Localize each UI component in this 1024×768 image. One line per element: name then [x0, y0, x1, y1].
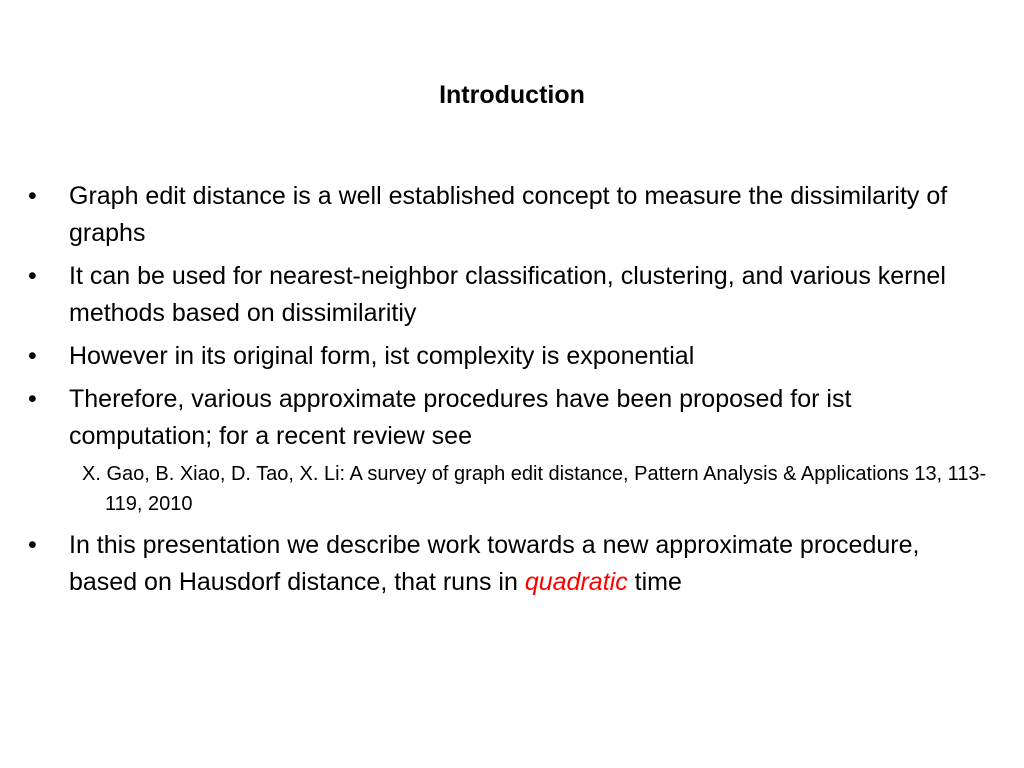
bullet-text	[69, 531, 919, 596]
bullet-item	[28, 258, 988, 332]
bullet-list	[28, 178, 988, 607]
bullet-text: However in its original form, ist complexity is exponential	[69, 342, 695, 370]
emphasis-text: quadratic	[524, 568, 628, 596]
bullet-text: Graph edit distance is a well established concept to measure the dissimilarity of graphs	[69, 182, 948, 247]
bullet-item	[28, 178, 988, 252]
bullet-icon: •	[28, 182, 37, 210]
bullet-text: It can be used for nearest-neighbor classification, clustering, and various kernel methods based on dissimilaritiy	[69, 262, 946, 327]
bullet-text-before: In this presentation we describe work towards a new approximate procedure, based on Hausdorf distance, that runs in	[69, 531, 920, 596]
bullet-item	[28, 338, 988, 375]
bullet-text-after: time	[627, 568, 682, 596]
bullet-item	[28, 381, 988, 455]
slide-title: Introduction	[439, 81, 585, 109]
bullet-text: Therefore, various approximate procedures have been proposed for ist computation; for a recent review see	[69, 385, 852, 450]
reference-citation: X. Gao, B. Xiao, D. Tao, X. Li: A survey of graph edit distance, Pattern Analysis & Applications 13, 113-119, 2010	[82, 463, 987, 515]
bullet-icon: •	[28, 342, 37, 370]
bullet-icon: •	[28, 385, 37, 413]
bullet-icon: •	[28, 531, 37, 559]
bullet-icon: •	[28, 262, 37, 290]
bullet-item	[28, 527, 988, 601]
